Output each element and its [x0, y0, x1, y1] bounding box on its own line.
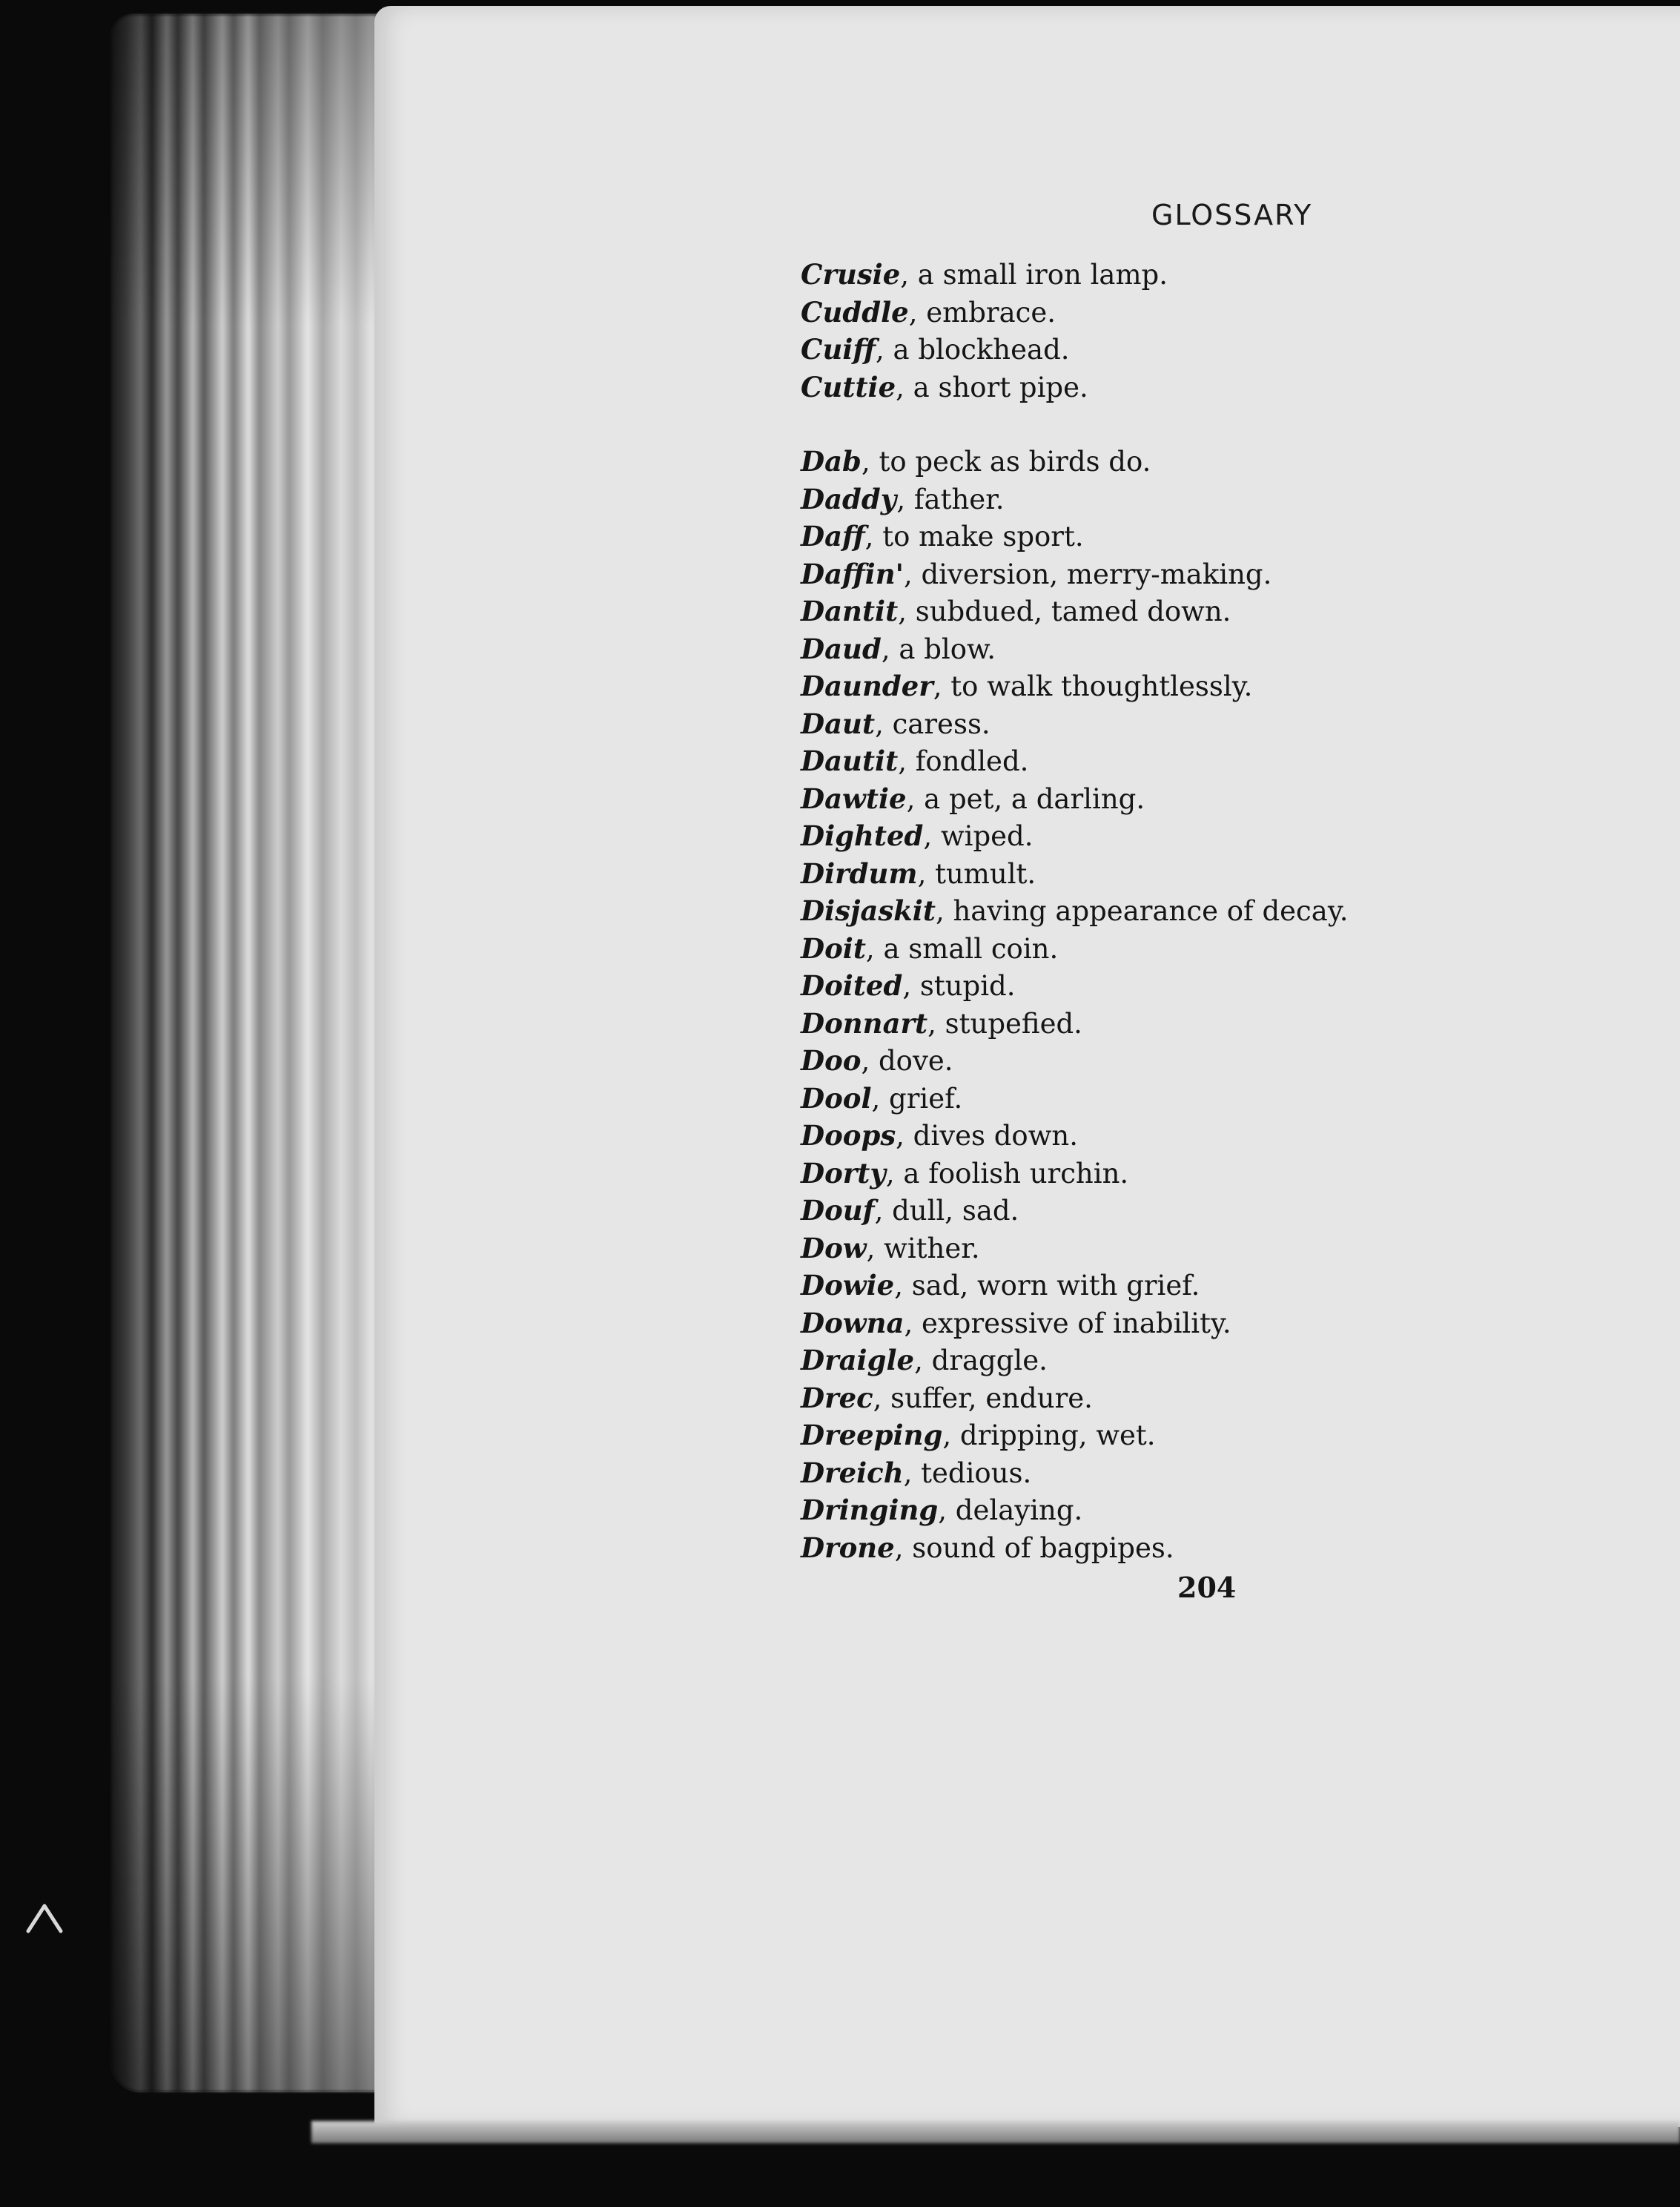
- glossary-entry: [801, 1042, 1646, 1080]
- glossary-entry: [801, 1192, 1646, 1230]
- glossary-term: Dreich: [801, 1456, 904, 1489]
- glossary-entry: [801, 667, 1646, 705]
- glossary-term: Daut: [801, 707, 876, 740]
- glossary-term: Dantit: [801, 595, 899, 627]
- term-separator: ,: [900, 259, 910, 291]
- term-separator: ,: [866, 1232, 876, 1264]
- glossary-definition: stupid.: [911, 970, 1016, 1002]
- glossary-term: Cuddle: [801, 295, 909, 329]
- term-separator: ,: [898, 745, 907, 777]
- term-separator: ,: [935, 895, 945, 927]
- glossary-term: Drone: [801, 1531, 895, 1564]
- glossary-term: Doit: [801, 931, 866, 965]
- glossary-definition: sound of bagpipes.: [903, 1531, 1174, 1564]
- glossary-definition: a pet, a darling.: [915, 782, 1145, 815]
- glossary-term: Drec: [801, 1381, 873, 1414]
- glossary-entry: [801, 630, 1646, 668]
- glossary-entry: [801, 369, 1646, 406]
- glossary-definition: a foolish urchin.: [894, 1157, 1129, 1190]
- term-separator: ,: [938, 1494, 948, 1526]
- glossary-term: Draigle: [801, 1344, 915, 1376]
- glossary-term: Daud: [801, 632, 882, 665]
- glossary-definition: grief.: [880, 1082, 963, 1115]
- glossary-definition: to make sport.: [873, 521, 1084, 552]
- term-separator: ,: [894, 1531, 904, 1564]
- glossary-entry: [801, 780, 1646, 818]
- glossary-term: Daddy: [801, 482, 897, 515]
- glossary-term: Downa: [801, 1306, 905, 1339]
- term-separator: ,: [864, 521, 874, 552]
- glossary-entry: [801, 1454, 1646, 1492]
- glossary-definition: father.: [905, 483, 1005, 515]
- glossary-definition: sad, worn with grief.: [902, 1270, 1200, 1302]
- glossary-entry: [801, 1304, 1646, 1342]
- term-separator: ,: [902, 970, 912, 1002]
- term-separator: ,: [917, 857, 927, 890]
- glossary-definition: having appearance of decay.: [944, 895, 1349, 927]
- term-separator: ,: [865, 932, 875, 965]
- glossary-definition: a blow.: [890, 633, 996, 665]
- glossary-definition: a small coin.: [874, 932, 1059, 965]
- chevron-up-icon: [22, 1898, 67, 1936]
- term-separator: ,: [885, 1157, 895, 1190]
- glossary-entry: [801, 930, 1646, 968]
- glossary-entry: [801, 855, 1646, 893]
- term-separator: ,: [903, 1457, 913, 1489]
- glossary-entry: [801, 892, 1646, 930]
- glossary-term: Dawtie: [801, 782, 907, 815]
- glossary-term: Dowie: [801, 1269, 895, 1302]
- glossary-entry: [801, 1379, 1646, 1417]
- glossary-term: Dow: [801, 1231, 867, 1264]
- glossary-term: Dighted: [801, 819, 924, 852]
- glossary-definition: dives down.: [904, 1120, 1078, 1152]
- glossary-entry: [801, 817, 1646, 855]
- glossary-term: Crusie: [801, 258, 901, 291]
- glossary-entry: [801, 256, 1646, 294]
- glossary-definition: embrace.: [917, 296, 1056, 329]
- glossary-entry: [801, 481, 1646, 518]
- running-head: GLOSSARY: [1151, 199, 1313, 231]
- glossary-entry: [801, 1529, 1646, 1567]
- glossary-definition: to walk thoughtlessly.: [942, 670, 1253, 702]
- glossary-definition: caress.: [883, 707, 991, 740]
- glossary-term: Cuiff: [801, 333, 876, 366]
- glossary-definition: delaying.: [947, 1494, 1083, 1526]
- term-separator: ,: [904, 1307, 913, 1339]
- term-separator: ,: [927, 1007, 936, 1040]
- glossary-term: Cuttie: [801, 370, 896, 403]
- glossary-definition: fondled.: [906, 745, 1029, 777]
- glossary-entry: [801, 1342, 1646, 1379]
- term-separator: ,: [873, 1382, 882, 1414]
- page-bottom-edge: [311, 2121, 1680, 2143]
- glossary-term: Doited: [801, 969, 903, 1002]
- glossary-term: Daff: [801, 520, 865, 552]
- term-separator: ,: [914, 1345, 923, 1376]
- term-separator: ,: [896, 483, 906, 515]
- glossary-entry: [801, 705, 1646, 743]
- glossary-definition: dull, sad.: [883, 1195, 1019, 1227]
- glossary-entry: [801, 443, 1646, 481]
- glossary-entry: [801, 1155, 1646, 1192]
- term-separator: ,: [896, 371, 905, 403]
- term-separator: ,: [861, 1045, 870, 1077]
- glossary-definition: dripping, wet.: [951, 1419, 1156, 1451]
- glossary-entry: [801, 555, 1646, 593]
- glossary-term: Dab: [801, 445, 862, 478]
- glossary-definition: diversion, merry-making.: [912, 558, 1272, 590]
- term-separator: ,: [896, 1120, 905, 1152]
- glossary-term: Douf: [801, 1194, 875, 1227]
- glossary-definition: tumult.: [926, 857, 1036, 890]
- page-edges-shadow: [111, 15, 386, 2091]
- glossary-entry: [801, 1267, 1646, 1304]
- glossary-entry: [801, 1117, 1646, 1155]
- glossary-term: Dool: [801, 1081, 872, 1115]
- glossary-definition: stupefied.: [936, 1007, 1082, 1040]
- glossary-entry: [801, 1005, 1646, 1043]
- glossary-entry: [801, 294, 1646, 331]
- page-number: 204: [1177, 1571, 1237, 1604]
- term-separator: ,: [906, 782, 916, 815]
- glossary-term: Donnart: [801, 1006, 928, 1040]
- glossary-entry: [801, 1416, 1646, 1454]
- glossary-definition: draggle.: [922, 1345, 1048, 1376]
- glossary-entry: [801, 1230, 1646, 1267]
- term-separator: ,: [875, 707, 884, 740]
- glossary-definition: tedious.: [912, 1457, 1032, 1489]
- glossary-entry: [801, 1491, 1646, 1529]
- glossary-term: Daffin': [801, 557, 904, 590]
- glossary-definition: expressive of inability.: [913, 1307, 1231, 1339]
- glossary-term: Doo: [801, 1044, 862, 1077]
- glossary-definition: to peck as birds do.: [870, 446, 1151, 478]
- glossary-term: Disjaskit: [801, 894, 936, 927]
- glossary-term: Dautit: [801, 745, 899, 777]
- glossary-definition: a blockhead.: [884, 334, 1070, 366]
- glossary-term: Dreeping: [801, 1419, 943, 1451]
- term-separator: ,: [876, 334, 884, 366]
- glossary-entry: [801, 593, 1646, 630]
- term-separator: ,: [871, 1082, 881, 1115]
- term-separator: ,: [908, 296, 918, 329]
- glossary-definition: wither.: [875, 1232, 980, 1264]
- glossary-entry: [801, 1080, 1646, 1118]
- glossary-definition: a small iron lamp.: [909, 259, 1168, 291]
- term-separator: ,: [861, 446, 870, 478]
- glossary-term: Dorty: [801, 1156, 886, 1190]
- glossary-definition: dove.: [870, 1045, 953, 1077]
- term-separator: ,: [942, 1419, 952, 1451]
- glossary-entry: [801, 967, 1646, 1005]
- glossary-definition: suffer, endure.: [882, 1382, 1093, 1414]
- glossary-term: Dringing: [801, 1494, 939, 1526]
- term-separator: ,: [894, 1270, 903, 1302]
- term-separator: ,: [874, 1195, 884, 1227]
- glossary-definition: subdued, tamed down.: [906, 596, 1231, 627]
- glossary-entry: [801, 331, 1646, 369]
- glossary-list: [801, 256, 1646, 1566]
- term-separator: ,: [933, 670, 942, 702]
- glossary-term: Doops: [801, 1119, 896, 1152]
- glossary-entry: [801, 742, 1646, 780]
- term-separator: ,: [881, 633, 890, 665]
- term-separator: ,: [903, 558, 913, 590]
- glossary-term: Dirdum: [801, 857, 918, 890]
- glossary-definition: a short pipe.: [904, 371, 1088, 403]
- glossary-entry: [801, 518, 1646, 555]
- term-separator: ,: [898, 596, 907, 627]
- glossary-definition: wiped.: [932, 820, 1034, 852]
- term-separator: ,: [923, 820, 933, 852]
- glossary-term: Daunder: [801, 670, 933, 702]
